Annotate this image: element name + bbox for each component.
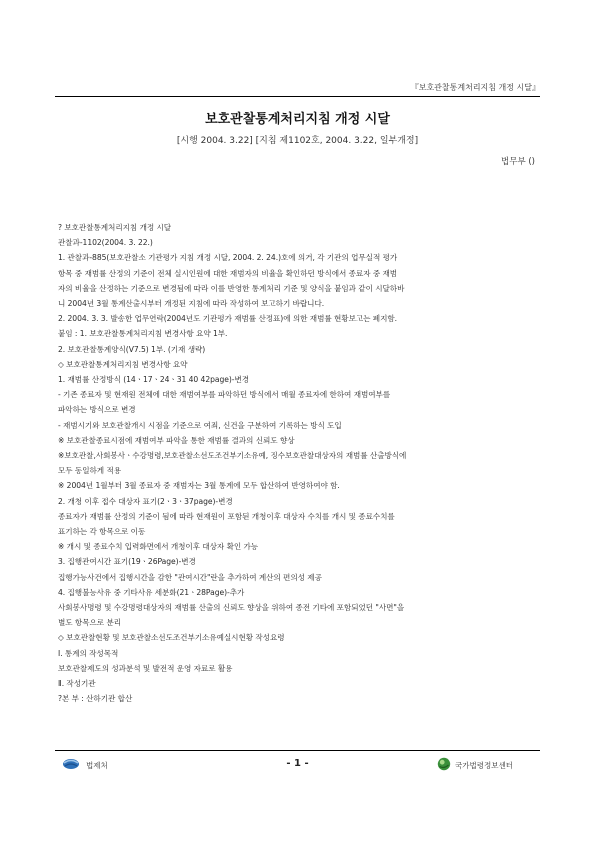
body-line: 보호관찰제도의 성과분석 및 발전적 운영 자료로 활용 (58, 663, 233, 673)
body-line: 1. 재범률 산정방식 (14ㆍ17ㆍ24ㆍ31 40 42page)-변경 (58, 375, 250, 385)
body-line: 2. 2004. 3. 3. 발송한 업무연락(2004년도 기관평가 재범률 산정표)에 의한 재범률 현황보고는 폐지함. (58, 314, 398, 324)
body-line: 표기하는 각 항목으로 이동 (58, 527, 146, 537)
body-line: 자의 비율을 산정하는 기준으로 변경됨에 따라 이를 반영한 통계처리 기준 및 양식을 붙임과 같이 시달하바 (58, 283, 405, 293)
body-line: 4. 집행불능사유 중 기타사유 세분화(21ㆍ28Page)-추가 (58, 587, 245, 597)
body-line: ? 보호관찰통계처리지침 개정 시달 (58, 223, 172, 232)
body-line: - 재범시기와 보호관찰개시 시점을 기준으로 여죄, 신건을 구분하여 기록하는 방식 도입 (58, 420, 342, 430)
footer-rule (55, 750, 540, 751)
page-footer (0, 756, 595, 776)
body-line: 2. 보호관찰통계양식(V7.5) 1부. (기재 생략) (58, 344, 206, 354)
body-line: 항목 중 재범률 산정의 기준이 전체 실시인원에 대한 재범자의 비율을 확인하던 방식에서 종료자 중 재범 (58, 268, 398, 278)
body-line: 니 2004년 3월 통계산출시부터 개정된 지침에 따라 작성하여 보고하기 바랍니다. (58, 299, 325, 309)
law-center-logo-icon (437, 757, 451, 771)
body-line: ?본 부 : 산하기관 합산 (58, 694, 133, 704)
page-number: - 1 - (286, 758, 309, 769)
body-line: ※보호관찰,사회봉사ㆍ수강명령,보호관찰소선도조건부기소유예, 징수보호관찰대상자의 재범률 산출방식에 (58, 451, 407, 461)
body-line: Ⅰ. 통계의 작성목적 (58, 648, 119, 658)
page-title: 보호관찰통계처리지침 개정 시달 (205, 112, 390, 127)
footer-publisher: 법제처 (86, 761, 108, 770)
body-line: 집행가능사건에서 집행시간을 감한 "관여시간"란을 추가하여 계산의 편의성 제공 (58, 572, 322, 582)
footer-source: 국가법령정보센터 (455, 761, 513, 770)
body-line: ◇ 보호관찰통계처리지침 변경사항 요약 (58, 359, 188, 369)
enforcement-info: [시행 2004. 3.22] [지침 제1102호, 2004. 3.22, 일부개정] (176, 136, 419, 146)
ministry-label: 법무부 () (501, 157, 535, 167)
body-line: 사회봉사명령 및 수강명령대상자의 재범률 산출의 신뢰도 향상을 위하여 종전 기타에 포함되었던 "사면"을 (58, 603, 405, 613)
body-line: 붙임 : 1. 보호관찰통계처리지침 변경사항 요약 1부. (58, 329, 228, 339)
body-line: 파악하는 방식으로 변경 (58, 405, 136, 415)
body-line: 모두 동일하게 적용 (58, 466, 122, 476)
body-line: ◇ 보호관찰현황 및 보호관찰소선도조건부기소유예실시현황 작성요령 (58, 633, 285, 643)
header-rule (55, 96, 540, 97)
body-line: 별도 항목으로 분리 (58, 618, 122, 628)
body-line: ※ 보호관찰종료시점에 재범여부 파악을 통한 재범률 결과의 신뢰도 향상 (58, 435, 295, 445)
header-tag: 『보호관찰통계처리지침 개정 시달』 (410, 83, 540, 92)
body-line: 1. 관찰과-885(보호관찰소 기관평가 지침 개정 시달, 2004. 2. 24.)호에 의거, 각 기관의 업무실적 평가 (58, 253, 398, 263)
body-line: 관찰과-1102(2004. 3. 22.) (58, 238, 153, 248)
body-line: ※ 개시 및 종료수치 입력화면에서 개청이후 대상자 확인 가능 (58, 542, 259, 552)
body-line: ※ 2004년 1월부터 3월 종료자 중 재범자는 3월 통계에 모두 합산하여 반영하여야 함. (58, 481, 340, 491)
body-line: 종료자가 재범률 산정의 기준이 됨에 따라 현재원이 포함된 개청이후 대상자 수치를 개시 및 종료수치를 (58, 511, 395, 521)
body-line: - 기존 종료자 및 현재원 전체에 대한 재범여부를 파악하던 방식에서 매월 종료자에 한하여 재범여부를 (58, 390, 391, 400)
body-line: Ⅱ. 작성기관 (58, 679, 96, 689)
body-line: 2. 개청 이후 접수 대상자 표기(2ㆍ3ㆍ37page)-변경 (58, 496, 233, 506)
body-line: 3. 집행관여시간 표기(19ㆍ26Page)-변경 (58, 557, 196, 567)
document-body (58, 220, 540, 707)
